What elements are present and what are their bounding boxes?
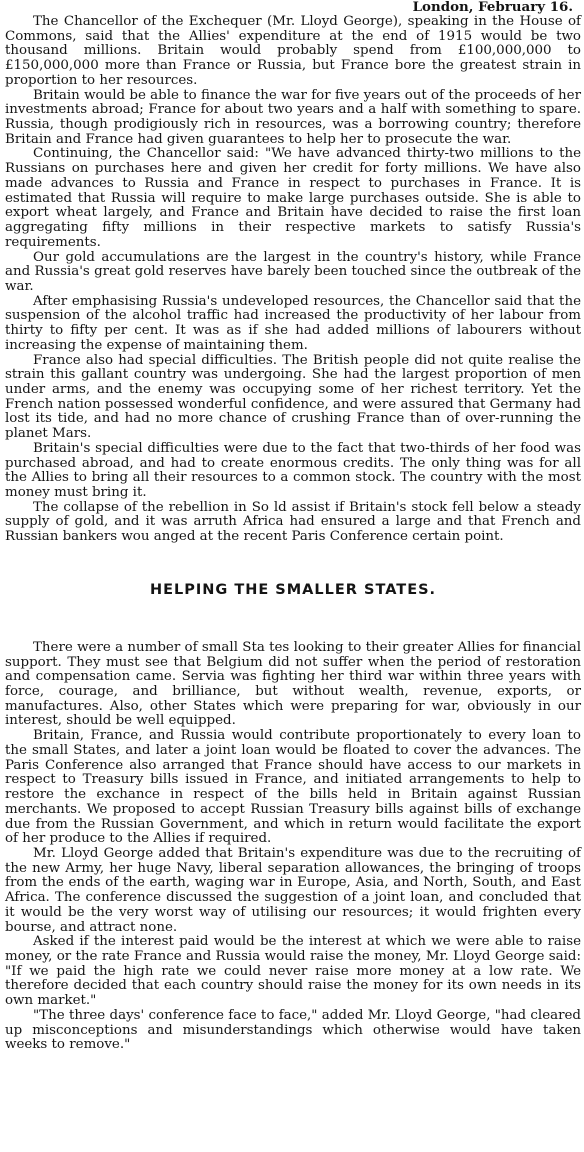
paragraph: The Chancellor of the Exchequer (Mr. Lloyd George), speaking in the House of Commons, said that the Allies' expenditure at the end of 1915 would be two thousand millions. Britain would probably spend from £100,000,000 to £150,000,000 more than France or Russia, but France bore the greatest strain in proportion to her resources.	[5, 14, 581, 88]
paragraph: There were a number of small Sta tes looking to their greater Allies for financial support. They must see that Belgium did not suffer when the period of restoration and compensation came. Servia was fighting her third war within three years with force, courage, and brilliance, but without wealth, revenue, exports, or manufactures. Also, other States which were preparing for war, obviously in our interest, should be well equipped.	[5, 639, 581, 729]
paragraph: France also had special difficulties. The British people did not quite realise the strain this gallant country was undergoing. She had the largest proportion of men under arms, and the enemy was occupying some of her richest territory. Yet the French nation possessed wonderful confidence, and were assured that Germany had lost its tide, and had no more chance of crushing France than of over-running the planet Mars.	[5, 352, 581, 442]
paragraph: Continuing, the Chancellor said: "We have advanced thirty-two millions to the Russians on purchases here and given her credit for forty millions. We have also made advances to Russia and France in respect to purchases in France. It is estimated that Russia will require to make large purchases outside. She is able to export wheat largely, and France and Britain have decided to raise the first loan aggregating fifty millions in their respective markets to satisfy Russia's requirements.	[5, 146, 581, 250]
paragraph: Our gold accumulations are the largest in the country's history, while France and Russia's great gold reserves have barely been touched since the outbreak of the war.	[5, 249, 581, 294]
section-heading-block	[5, 545, 581, 641]
paragraph: "The three days' conference face to face," added Mr. Lloyd George, "had cleared up misconceptions and misunderstandings which otherwise would have taken weeks to remove."	[5, 1007, 581, 1053]
paragraph: Asked if the interest paid would be the interest at which we were able to raise money, or the rate France and Russia would raise the money, Mr. Lloyd George said: "If we paid the high rate we could never raise more money at a low rate. We therefore decided that each country should raise the money for its own needs in its own market."	[5, 934, 581, 1009]
paragraph: Britain's special difficulties were due to the fact that two-thirds of her food was purchased abroad, and had to create enormous credits. The only thing was for all the Allies to bring all their resources to a common stock. The country with the most money must bring it.	[5, 440, 581, 500]
paragraph: Britain would be able to finance the war for five years out of the proceeds of her investments abroad; France for about two years and a half with something to spare. Russia, though prodigiously rich in resources, was a borrowing country; therefore Britain and France had given guarantees to help her to prosecute the war.	[5, 87, 581, 147]
dateline: London, February 16.	[412, 0, 573, 15]
article-body-part-2	[5, 641, 581, 1053]
section-heading: HELPING THE SMALLER STATES.	[149, 581, 437, 598]
paragraph: Britain, France, and Russia would contribute proportionately to every loan to the small States, and later a joint loan would be floated to cover the advances. The Paris Conference also arranged that France should have access to our markets in respect to Treasury bills issued in France, and initiated arrangements to help to restore the exchance in respect of the bills held in Britain against Russian merchants. We proposed to accept Russian Treasury bills against bills of exchange due from the Russian Government, and which in return would facilitate the export of her produce to the Allies if required.	[5, 728, 581, 847]
paragraph: The collapse of the rebellion in So ld assist if Britain's stock fell below a steady supply of gold, and it was arruth Africa had ensured a large and that French and Russian bankers wou anged at the recent Paris Conference certain point.	[5, 499, 581, 545]
paragraph: Mr. Lloyd George added that Britain's expenditure was due to the recruiting of the new Army, her huge Navy, liberal separation allowances, the bringing of troops from the ends of the earth, waging war in Europe, Asia, and North, South, and East Africa. The conference discussed the suggestion of a joint loan, and concluded that it would be the very worst way of utilising our resources; it would frighten every bourse, and attract none.	[5, 845, 581, 935]
paragraph: After emphasising Russia's undeveloped resources, the Chancellor said that the suspension of the alcohol traffic had increased the productivity of her labour from thirty to fifty per cent. It was as if she had added millions of labourers without increasing the expense of maintaining them.	[5, 293, 581, 353]
article-body-part-1	[5, 15, 581, 545]
